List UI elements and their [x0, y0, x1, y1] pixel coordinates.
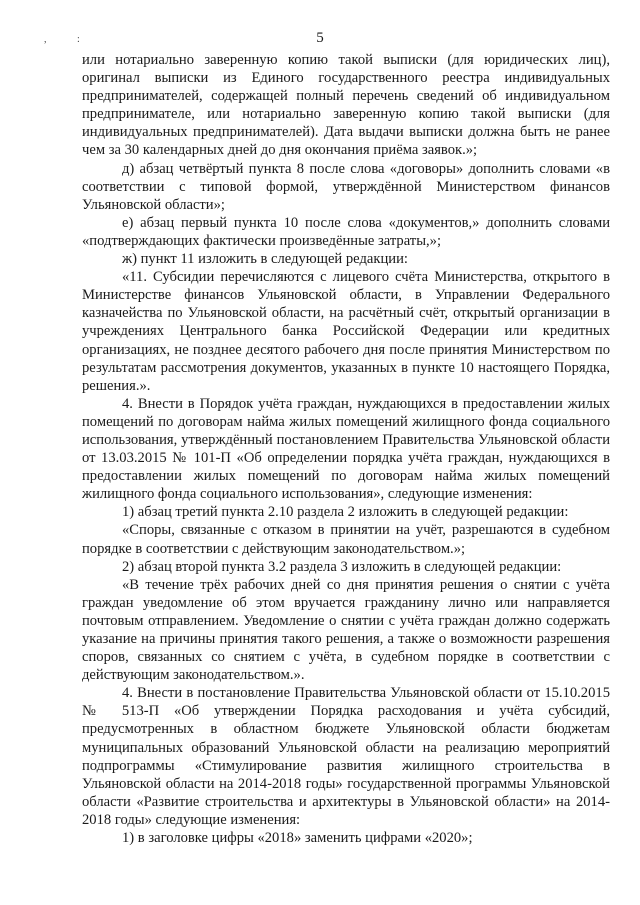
paragraph: «В течение трёх рабочих дней со дня принятия решения о снятии с учёта граждан уведомление об этом вручается гражданину лично или направляется почтовым отправлением. Уведомление о снятии с учёта граждан должно содержать указание на причины принятия такого решения, а также о возможности разрешения споров, связанных со снятием с учёта, в судебном порядке в соответствии с действующим законодательством.». — [82, 576, 610, 684]
document-body — [82, 51, 610, 847]
margin-marks: , : — [44, 34, 94, 45]
paragraph: ж) пункт 11 изложить в следующей редакции: — [122, 251, 408, 268]
paragraph: 1) абзац третий пункта 2.10 раздела 2 изложить в следующей редакции: — [122, 504, 569, 521]
paragraph: д) абзац четвёртый пункта 8 после слова «договоры» дополнить словами «в соответствии с типовой формой, утверждённой Министерством финансов Ульяновской области»; — [82, 160, 610, 213]
paragraph: 4. Внести в постановление Правительства Ульяновской области от 15.10.2015 № 513-П «Об утверждении Порядка расходования и учёта субсидий, предусмотренных в областном бюджете Ульяновской области бюджетам муниципальных образований Ульяновской области на реализацию мероприятий подпрограммы «Стимулирование развития жилищного строительства в Ульяновской области на 2014-2018 годы» государственной программы Ульяновской области «Развитие строительства и архитектуры в Ульяновской области» на 2014-2018 годы» следующие изменения: — [82, 685, 610, 828]
paragraph: 1) в заголовке цифры «2018» заменить цифрами «2020»; — [122, 830, 473, 847]
paragraph: 2) абзац второй пункта 3.2 раздела 3 изложить в следующей редакции: — [122, 558, 562, 575]
paragraph: «11. Субсидии перечисляются с лицевого счёта Министерства, открытого в Министерстве финансов Ульяновской области, в Управлении Федерального казначейства по Ульяновской области, на расчётный счёт, открытый организации в учреждениях Центрального банка Российской Федерации или кредитных организациях, не позднее десятого рабочего дня после принятия Министерством по результатам рассмотрения документов, указанных в пункте 10 настоящего Порядка, решения.». — [82, 269, 610, 394]
paragraph: или нотариально заверенную копию такой выписки (для юридических лиц), оригинал выписки из Единого государственного реестра индивидуальных предпринимателей, содержащей полный перечень сведений об индивидуальном предпринимателе, или нотариально заверенную копию такой выписки (для индивидуальных предпринимателей). Дата выдачи выписки должна быть не ранее чем за 30 календарных дней до дня окончания приёма заявок.»; — [82, 52, 610, 159]
paragraph: 4. Внести в Порядок учёта граждан, нуждающихся в предоставлении жилых помещений по договорам найма жилых помещений жилищного фонда социального использования, утверждённый постановлением Правительства Ульяновской области от 13.03.2015 № 101-П «Об определении порядка учёта граждан, нуждающихся в предоставлении жилых помещений по договорам найма жилых помещений жилищного фонда социального использования», следующие изменения: — [82, 395, 610, 503]
paragraph: «Споры, связанные с отказом в принятии на учёт, разрешаются в судебном порядке в соответствии с действующим законодательством.»; — [82, 522, 610, 557]
paragraph: е) абзац первый пункта 10 после слова «документов,» дополнить словами «подтверждающих фактически произведённые затраты,»; — [82, 214, 610, 249]
page-number: 5 — [316, 30, 324, 46]
